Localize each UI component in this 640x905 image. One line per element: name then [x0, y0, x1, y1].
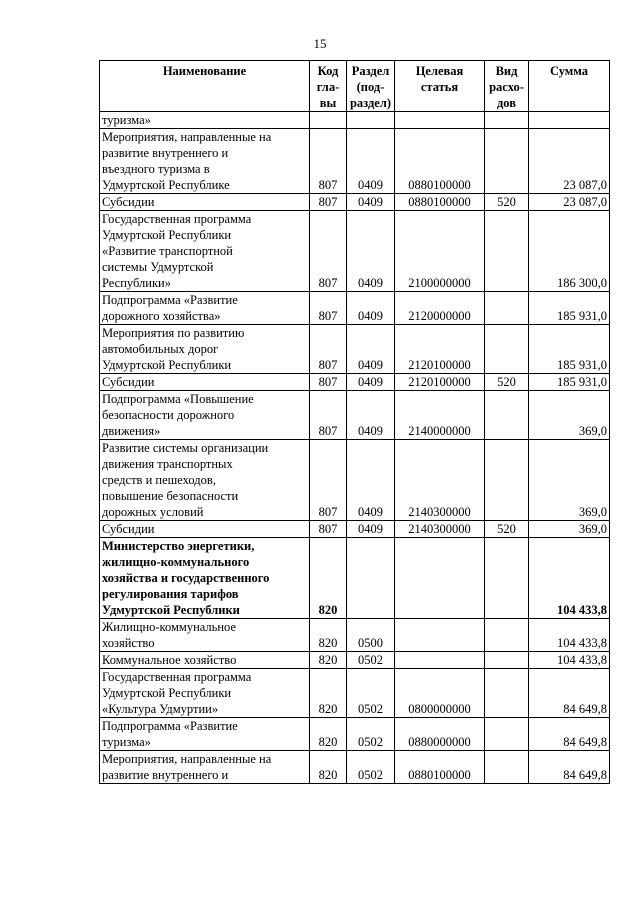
row-sum-cell: 185 931,0: [529, 292, 610, 325]
row-name-line: Государственная программа: [102, 670, 252, 684]
row-type-cell: 520: [485, 374, 529, 391]
row-type-cell: [485, 292, 529, 325]
row-type-cell: [485, 440, 529, 521]
row-name-line: развитие внутреннего и: [102, 146, 229, 160]
row-target-cell: [395, 619, 485, 652]
row-type-cell: [485, 112, 529, 129]
row-name-line: Удмуртской Республике: [102, 178, 230, 192]
row-section-cell: 0409: [347, 391, 395, 440]
row-target-cell: 2140300000: [395, 521, 485, 538]
row-sum-cell: 23 087,0: [529, 194, 610, 211]
row-name-cell: [100, 440, 310, 521]
table-row: [100, 374, 610, 391]
header-line: гла-: [316, 80, 340, 94]
row-sum-cell: 23 087,0: [529, 129, 610, 194]
row-name-cell: [100, 129, 310, 194]
row-name-cell: [100, 521, 310, 538]
row-section-cell: 0409: [347, 325, 395, 374]
table-row: [100, 440, 610, 521]
row-code-cell: 807: [310, 440, 347, 521]
row-sum-cell: 369,0: [529, 521, 610, 538]
table-row: [100, 112, 610, 129]
row-name-cell: [100, 391, 310, 440]
row-name-line: жилищно-коммунального: [102, 555, 250, 569]
row-name-line: автомобильных дорог: [102, 342, 219, 356]
row-code-cell: 807: [310, 325, 347, 374]
row-target-cell: [395, 652, 485, 669]
header-code: [310, 61, 347, 112]
row-name-line: Коммунальное хозяйство: [102, 653, 237, 667]
row-sum-cell: 369,0: [529, 391, 610, 440]
row-section-cell: [347, 538, 395, 619]
row-name-line: Подпрограмма «Развитие: [102, 719, 238, 733]
row-name-line: регулирования тарифов: [102, 587, 239, 601]
row-name-line: «Развитие транспортной: [102, 244, 233, 258]
row-name-cell: [100, 292, 310, 325]
table-body: [100, 112, 610, 784]
row-target-cell: [395, 538, 485, 619]
row-name-line: движения»: [102, 424, 161, 438]
row-name-cell: [100, 194, 310, 211]
row-target-cell: 2100000000: [395, 211, 485, 292]
row-name-line: Развитие системы организации: [102, 441, 269, 455]
row-name-line: Удмуртской Республики: [102, 358, 232, 372]
table-row: [100, 669, 610, 718]
row-type-cell: [485, 718, 529, 751]
row-name-line: Подпрограмма «Развитие: [102, 293, 238, 307]
header-line: вы: [319, 96, 337, 110]
row-sum-cell: 186 300,0: [529, 211, 610, 292]
row-name-line: системы Удмуртской: [102, 260, 214, 274]
header-line: Наименование: [162, 64, 247, 78]
row-name-cell: [100, 751, 310, 784]
row-name-line: Министерство энергетики,: [102, 539, 255, 553]
row-target-cell: 2140300000: [395, 440, 485, 521]
row-target-cell: 0880100000: [395, 194, 485, 211]
table-row: [100, 194, 610, 211]
row-target-cell: 0880000000: [395, 718, 485, 751]
row-sum-cell: 104 433,8: [529, 538, 610, 619]
row-section-cell: 0409: [347, 194, 395, 211]
header-type: [485, 61, 529, 112]
row-section-cell: 0502: [347, 751, 395, 784]
row-section-cell: 0409: [347, 129, 395, 194]
row-type-cell: [485, 391, 529, 440]
row-name-cell: [100, 652, 310, 669]
row-name-line: дорожных условий: [102, 505, 204, 519]
row-name-line: безопасности дорожного: [102, 408, 235, 422]
row-type-cell: 520: [485, 194, 529, 211]
row-name-line: Мероприятия, направленные на: [102, 752, 272, 766]
row-code-cell: 820: [310, 669, 347, 718]
row-name-cell: [100, 718, 310, 751]
row-section-cell: [347, 112, 395, 129]
table-row: [100, 129, 610, 194]
table-row: [100, 211, 610, 292]
row-name-line: Удмуртской Республики: [102, 603, 240, 617]
row-code-cell: 807: [310, 194, 347, 211]
row-sum-cell: 104 433,8: [529, 619, 610, 652]
row-sum-cell: 369,0: [529, 440, 610, 521]
page-number: 15: [313, 36, 327, 51]
row-code-cell: 820: [310, 718, 347, 751]
row-name-line: туризма»: [102, 735, 151, 749]
header-sum: [529, 61, 610, 112]
row-code-cell: 820: [310, 751, 347, 784]
row-section-cell: 0409: [347, 211, 395, 292]
row-sum-cell: 84 649,8: [529, 718, 610, 751]
table-row: [100, 521, 610, 538]
row-section-cell: 0409: [347, 440, 395, 521]
row-code-cell: 820: [310, 619, 347, 652]
row-name-cell: [100, 112, 310, 129]
row-name-line: въездного туризма в: [102, 162, 210, 176]
row-code-cell: 807: [310, 129, 347, 194]
row-type-cell: [485, 129, 529, 194]
row-name-line: Подпрограмма «Повышение: [102, 392, 254, 406]
row-target-cell: 0880100000: [395, 751, 485, 784]
table-row: [100, 292, 610, 325]
budget-table: [99, 60, 610, 784]
row-name-line: движения транспортных: [102, 457, 233, 471]
row-name-line: Субсидии: [102, 375, 155, 389]
row-target-cell: 0800000000: [395, 669, 485, 718]
row-name-line: хозяйства и государственного: [102, 571, 270, 585]
row-code-cell: 807: [310, 391, 347, 440]
row-section-cell: 0502: [347, 718, 395, 751]
table-row: [100, 751, 610, 784]
row-type-cell: 520: [485, 521, 529, 538]
row-name-line: Мероприятия, направленные на: [102, 130, 272, 144]
row-name-line: «Культура Удмуртии»: [102, 702, 219, 716]
row-name-cell: [100, 211, 310, 292]
row-name-cell: [100, 374, 310, 391]
header-section: [347, 61, 395, 112]
row-type-cell: [485, 652, 529, 669]
row-section-cell: 0409: [347, 521, 395, 538]
row-code-cell: 820: [310, 538, 347, 619]
row-code-cell: 807: [310, 211, 347, 292]
header-line: дов: [496, 96, 516, 110]
row-type-cell: [485, 751, 529, 784]
row-name-cell: [100, 669, 310, 718]
table-row: [100, 652, 610, 669]
row-name-cell: [100, 325, 310, 374]
row-sum-cell: 185 931,0: [529, 325, 610, 374]
row-name-line: Государственная программа: [102, 212, 252, 226]
header-name: [100, 61, 310, 112]
header-line: Вид: [495, 64, 518, 78]
row-name-line: Субсидии: [102, 195, 155, 209]
row-section-cell: 0502: [347, 669, 395, 718]
row-sum-cell: 104 433,8: [529, 652, 610, 669]
row-target-cell: 2140000000: [395, 391, 485, 440]
table-row: [100, 619, 610, 652]
row-name-line: Субсидии: [102, 522, 155, 536]
row-name-line: Жилищно-коммунальное: [102, 620, 236, 634]
row-name-line: Республики»: [102, 276, 171, 290]
header-target: [395, 61, 485, 112]
row-type-cell: [485, 669, 529, 718]
row-section-cell: 0500: [347, 619, 395, 652]
row-section-cell: 0409: [347, 374, 395, 391]
row-target-cell: 2120100000: [395, 374, 485, 391]
header-line: Раздел: [351, 64, 390, 78]
table-row: [100, 538, 610, 619]
row-target-cell: 0880100000: [395, 129, 485, 194]
header-line: Сумма: [550, 64, 588, 78]
row-code-cell: [310, 112, 347, 129]
header-line: (под-: [356, 80, 385, 94]
row-code-cell: 820: [310, 652, 347, 669]
row-sum-cell: 84 649,8: [529, 751, 610, 784]
row-type-cell: [485, 211, 529, 292]
table-row: [100, 391, 610, 440]
row-name-line: Удмуртской Республики: [102, 686, 232, 700]
row-sum-cell: 185 931,0: [529, 374, 610, 391]
row-name-cell: [100, 619, 310, 652]
row-type-cell: [485, 619, 529, 652]
header-line: статья: [420, 80, 459, 94]
row-sum-cell: [529, 112, 610, 129]
row-code-cell: 807: [310, 292, 347, 325]
table-row: [100, 718, 610, 751]
row-name-line: Удмуртской Республики: [102, 228, 232, 242]
row-name-line: туризма»: [102, 113, 151, 127]
header-line: Код: [317, 64, 339, 78]
row-target-cell: 2120000000: [395, 292, 485, 325]
row-target-cell: [395, 112, 485, 129]
row-section-cell: 0409: [347, 292, 395, 325]
row-name-line: развитие внутреннего и: [102, 768, 229, 782]
row-type-cell: [485, 538, 529, 619]
row-name-line: дорожного хозяйства»: [102, 309, 221, 323]
row-name-line: повышение безопасности: [102, 489, 239, 503]
table-row: [100, 325, 610, 374]
row-name-cell: [100, 538, 310, 619]
row-sum-cell: 84 649,8: [529, 669, 610, 718]
row-name-line: Мероприятия по развитию: [102, 326, 245, 340]
row-target-cell: 2120100000: [395, 325, 485, 374]
row-code-cell: 807: [310, 374, 347, 391]
header-line: раздел): [349, 96, 392, 110]
row-name-line: хозяйство: [102, 636, 155, 650]
row-type-cell: [485, 325, 529, 374]
header-line: Целевая: [415, 64, 464, 78]
table-header-row: [100, 61, 610, 112]
row-name-line: средств и пешеходов,: [102, 473, 216, 487]
row-code-cell: 807: [310, 521, 347, 538]
header-line: расхо-: [489, 80, 524, 94]
row-section-cell: 0502: [347, 652, 395, 669]
